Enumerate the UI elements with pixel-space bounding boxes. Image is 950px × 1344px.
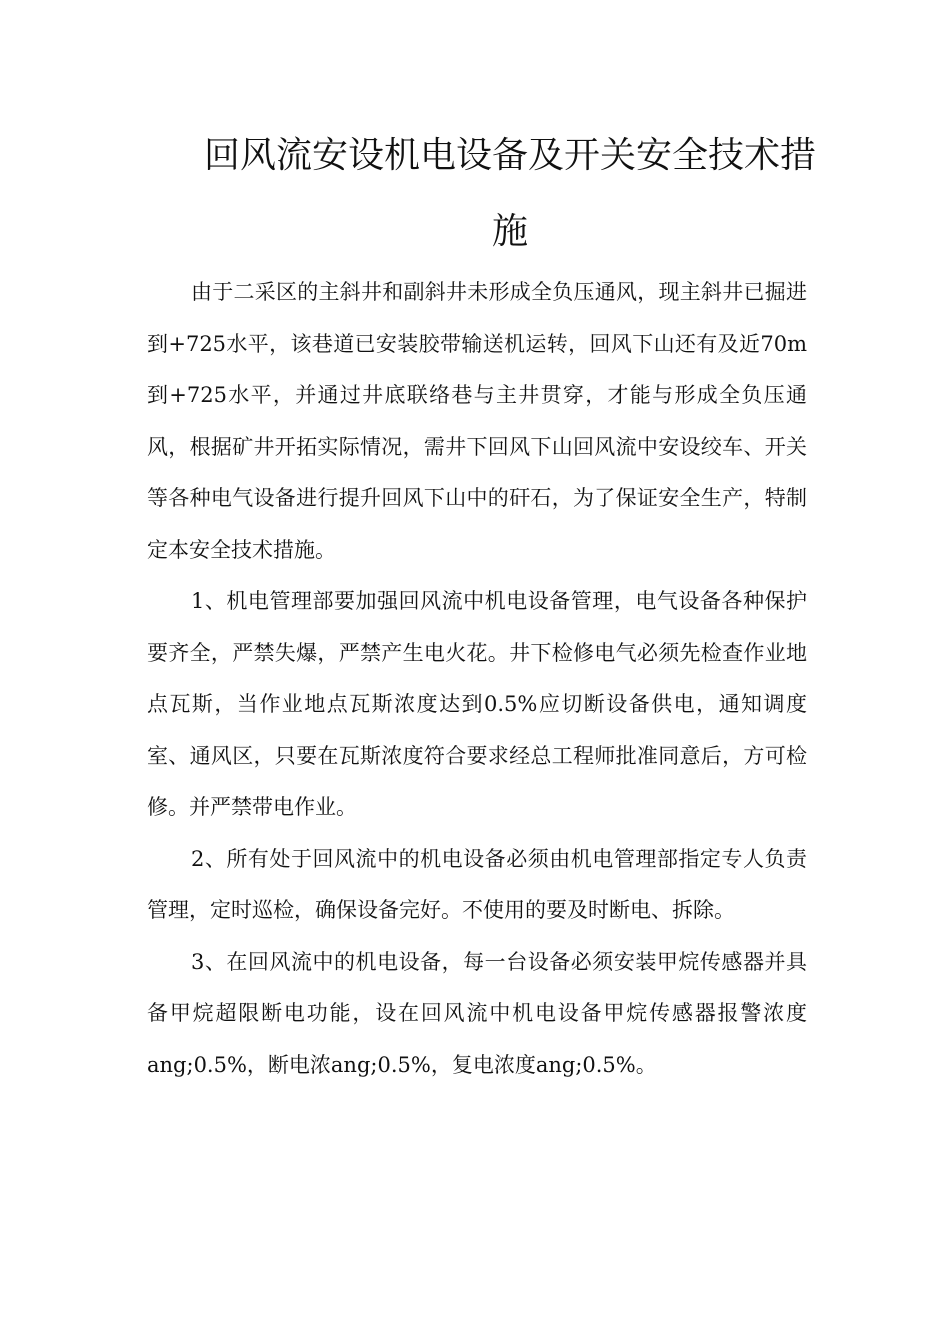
- paragraph-item-1: 1、机电管理部要加强回风流中机电设备管理，电气设备各种保护要齐全，严禁失爆，严禁产生电火花。井下检修电气必须先检查作业地点瓦斯，当作业地点瓦斯浓度达到0.5%应切断设备供电，通知调度室、通风区，只要在瓦斯浓度符合要求经总工程师批准同意后，方可检修。并严禁带电作业。: [147, 589, 807, 819]
- paragraph-item-2: 2、所有处于回风流中的机电设备必须由机电管理部指定专人负责管理，定时巡检，确保设备完好。不使用的要及时断电、拆除。: [147, 846, 807, 922]
- paragraph-intro: 由于二采区的主斜井和副斜井未形成全负压通风，现主斜井已掘进到+725水平，该巷道已安装胶带输送机运转，回风下山还有及近70m到+725水平，并通过井底联络巷与主井贯穿，才能与形成全负压通风，根据矿井开拓实际情况，需井下回风下山回风流中安设绞车、开关等各种电气设备进行提升回风下山中的矸石，为了保证安全生产，特制定本安全技术措施。: [147, 280, 807, 562]
- document-body: [147, 267, 807, 1091]
- document-title: 回风流安设机电设备及开关安全技术措施: [203, 135, 816, 252]
- paragraph-item-3: 3、在回风流中的机电设备，每一台设备必须安装甲烷传感器并具备甲烷超限断电功能，设在回风流中机电设备甲烷传感器报警浓度ang;0.5%，断电浓ang;0.5%，复电浓度ang;0.5%。: [147, 949, 807, 1077]
